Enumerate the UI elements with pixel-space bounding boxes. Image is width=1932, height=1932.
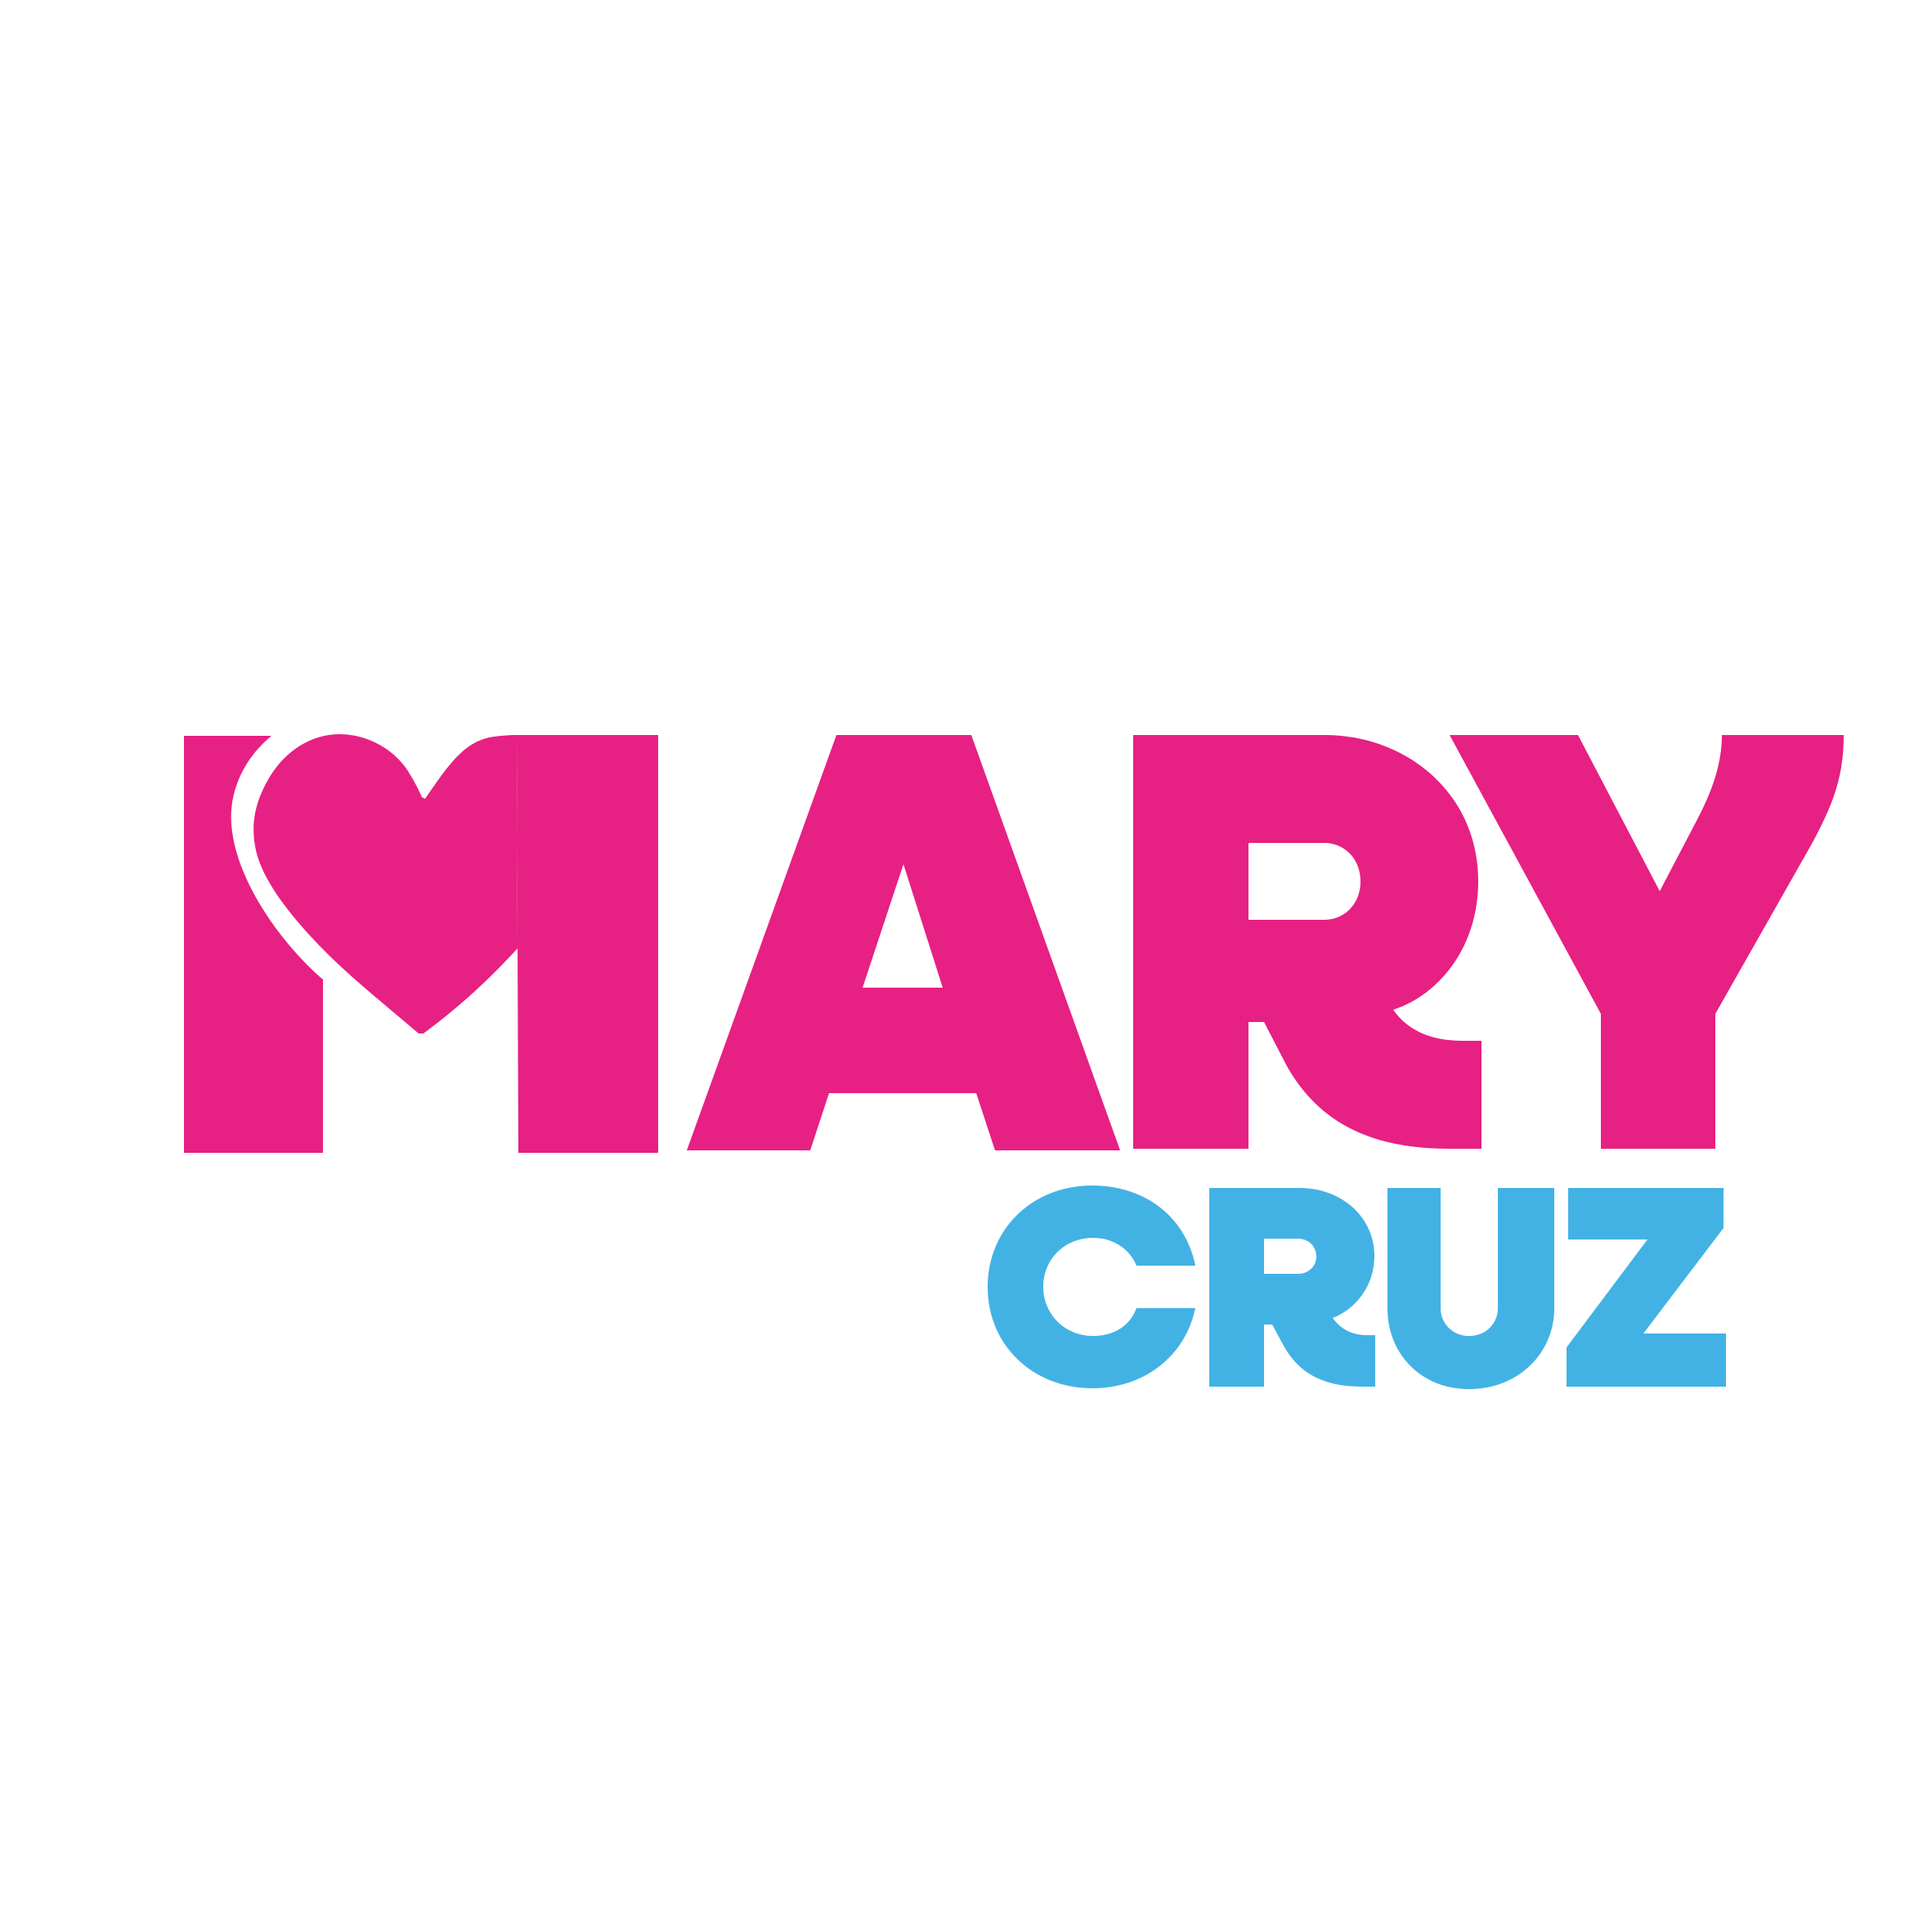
letter-m-right-stem [517,735,658,1153]
letter-r [1133,735,1481,1149]
letter-r-cruz [1209,1188,1375,1387]
